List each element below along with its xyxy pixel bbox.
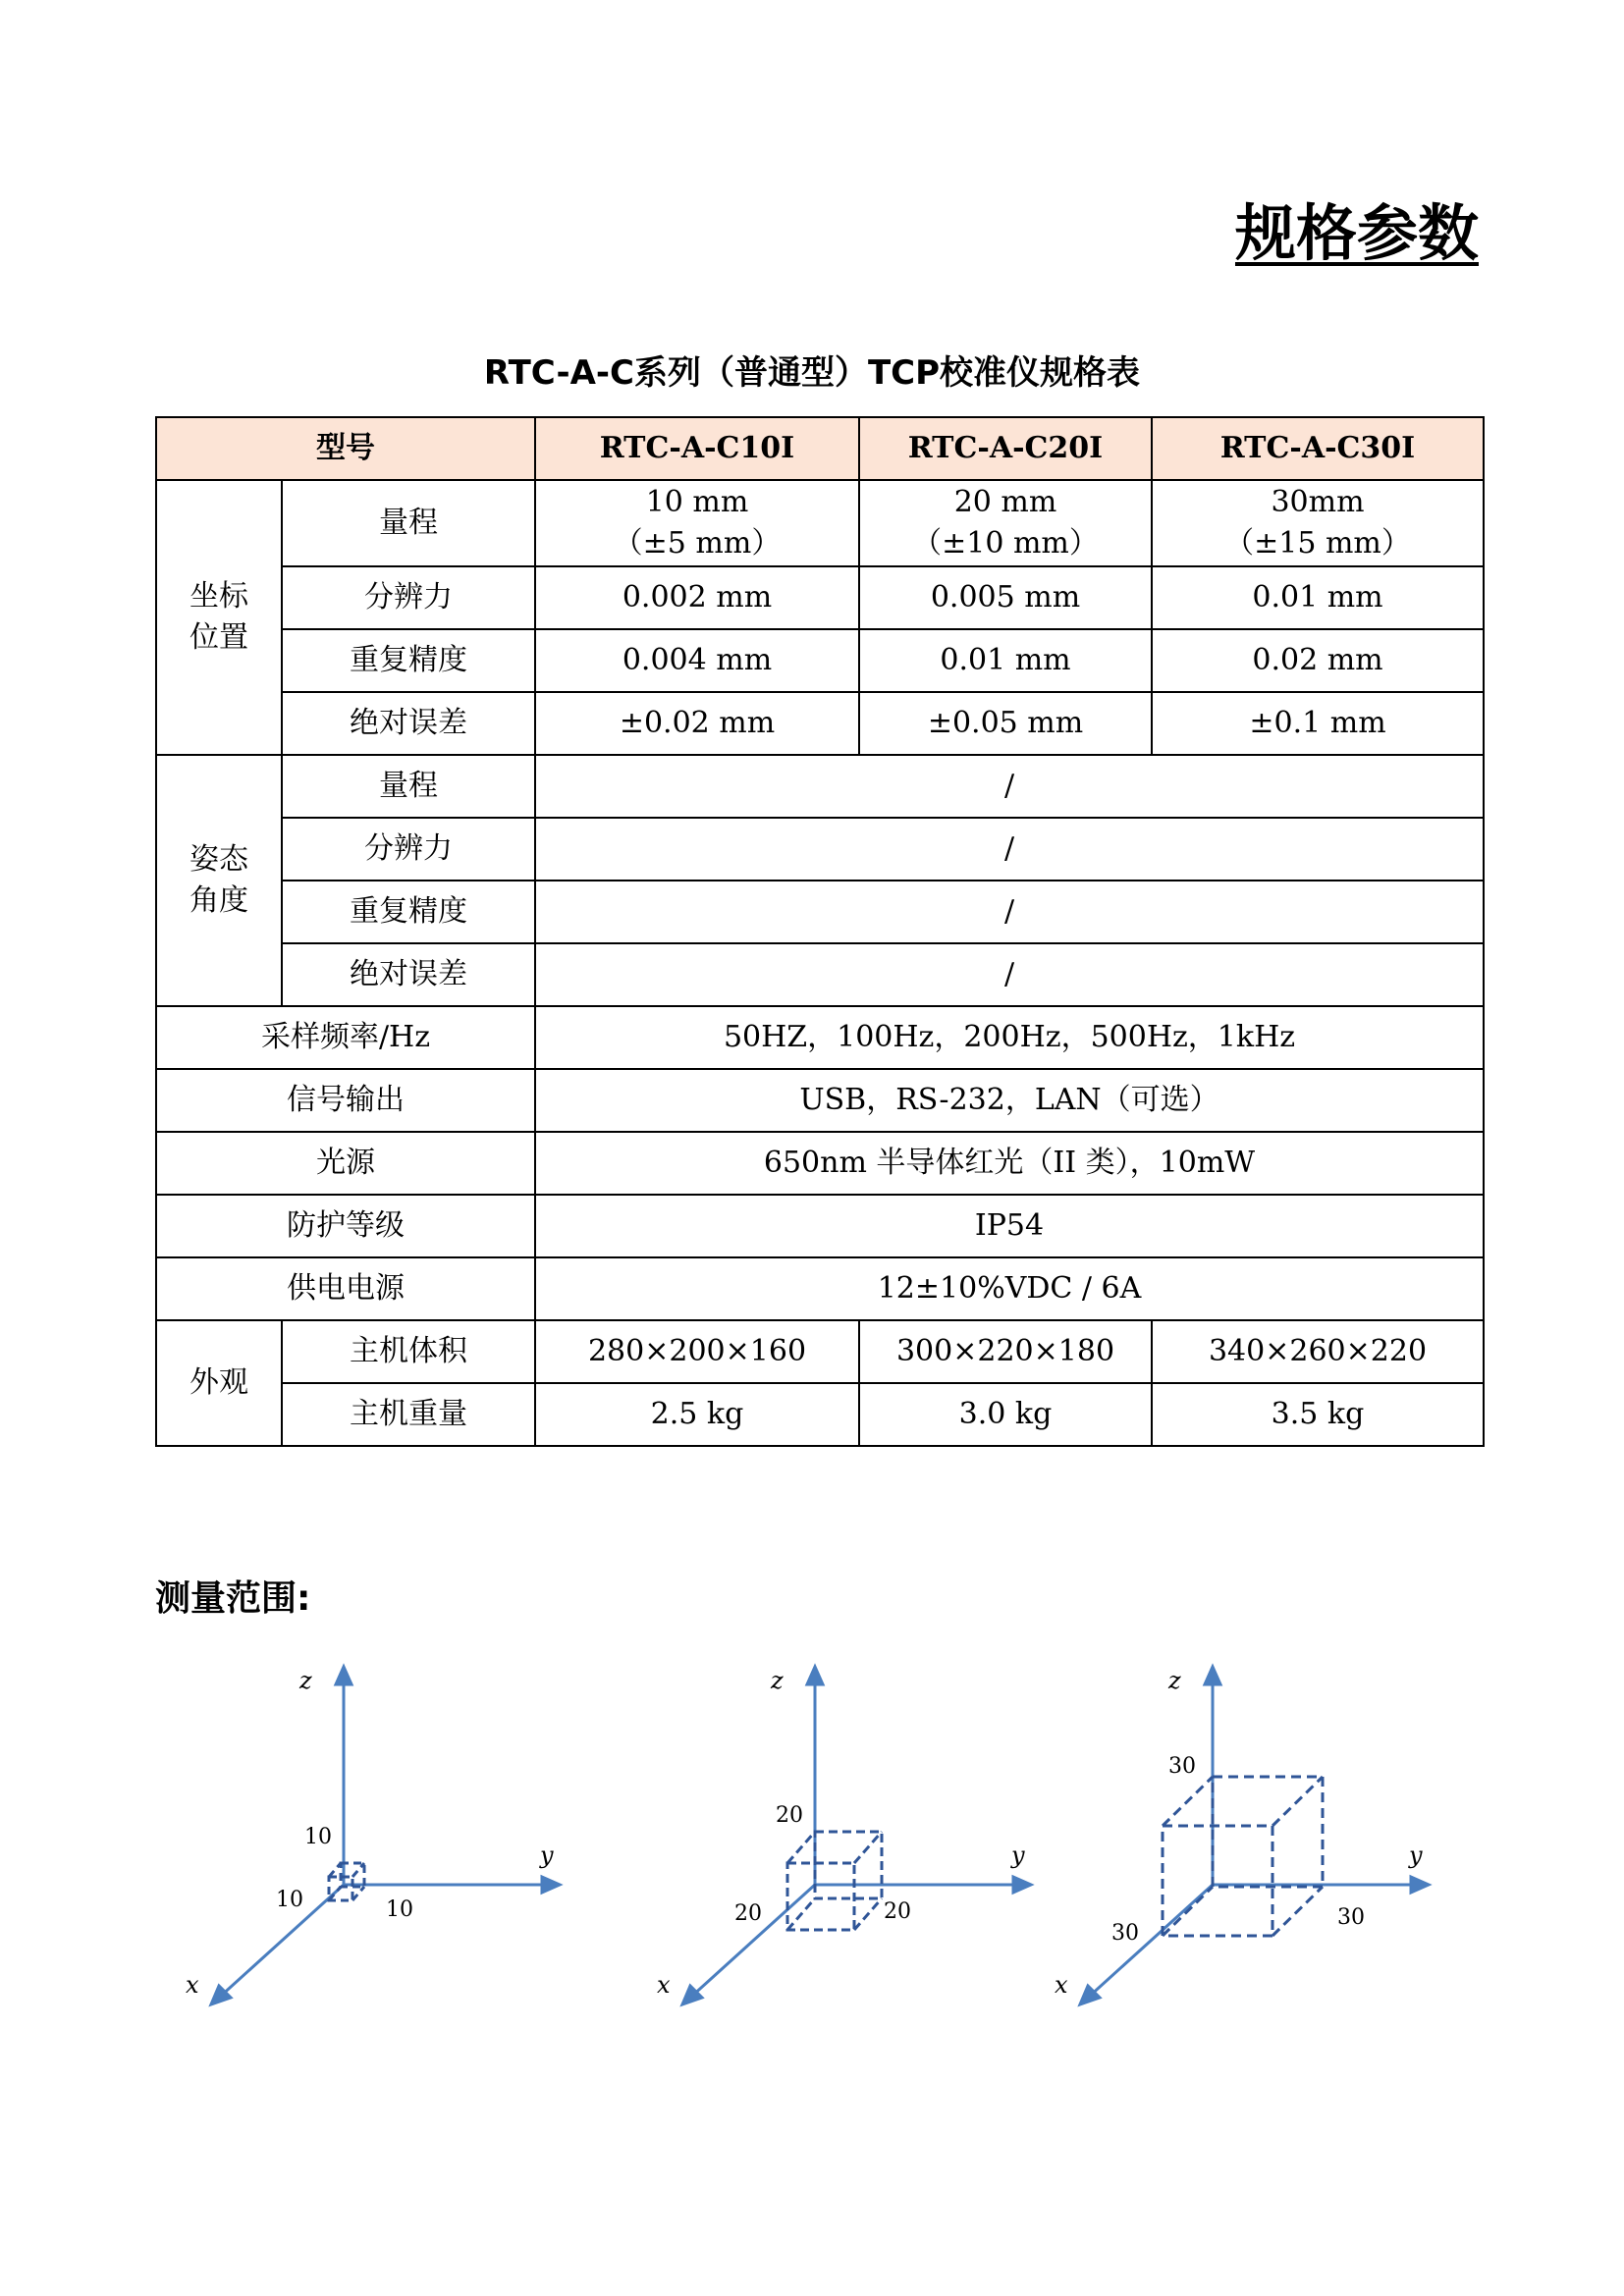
- y-label: y: [540, 1842, 554, 1869]
- z-label: z: [1168, 1667, 1181, 1694]
- range-value: 30mm: [1271, 485, 1365, 519]
- table-cell: /: [535, 818, 1484, 881]
- table-cell: 50HZ，100Hz，200Hz，500Hz，1kHz: [535, 1006, 1484, 1069]
- table-row: [156, 692, 1484, 755]
- z-arrowhead: [807, 1667, 823, 1684]
- dim-x-label: 20: [734, 1901, 762, 1926]
- table-row: [156, 755, 1484, 818]
- table-cell: 3.5 kg: [1152, 1383, 1484, 1446]
- table-cell: [859, 480, 1152, 566]
- table-cell: ±0.1 mm: [1152, 692, 1484, 755]
- range-section-title: 测量范围:: [155, 1578, 311, 1619]
- table-cell: [1152, 480, 1484, 566]
- table-row: [156, 943, 1484, 1006]
- table-cell: 12±10%VDC / 6A: [535, 1257, 1484, 1320]
- model-header-label: 型号: [156, 417, 535, 480]
- table-cell: 0.005 mm: [859, 566, 1152, 629]
- y-arrowhead: [1013, 1877, 1031, 1893]
- dim-x-label: 10: [276, 1888, 303, 1912]
- table-header-row: [156, 417, 1484, 480]
- table-cell: /: [535, 755, 1484, 818]
- row-label: 绝对误差: [282, 943, 535, 1006]
- table-cell: /: [535, 881, 1484, 943]
- row-label: 重复精度: [282, 881, 535, 943]
- row-label: 主机重量: [282, 1383, 535, 1446]
- table-cell: ±0.02 mm: [535, 692, 859, 755]
- table-row: [156, 1006, 1484, 1069]
- z-label: z: [771, 1667, 784, 1694]
- table-cell: /: [535, 943, 1484, 1006]
- range-cube: [329, 1863, 364, 1900]
- row-label: 信号输出: [156, 1069, 535, 1132]
- table-cell: 650nm 半导体红光（II 类），10mW: [535, 1132, 1484, 1195]
- table-row: [156, 1195, 1484, 1257]
- table-cell: 300×220×180: [859, 1320, 1152, 1383]
- table-cell: 0.02 mm: [1152, 629, 1484, 692]
- dim-z-label: 10: [304, 1825, 332, 1849]
- table-cell: 0.01 mm: [1152, 566, 1484, 629]
- dim-z-label: 20: [776, 1803, 803, 1828]
- model-name: RTC-A-C20I: [859, 417, 1152, 480]
- group-label-appearance: 外观: [156, 1320, 282, 1446]
- table-cell: 3.0 kg: [859, 1383, 1152, 1446]
- dim-y-label: 30: [1337, 1905, 1365, 1930]
- dim-x-label: 30: [1111, 1921, 1139, 1946]
- z-arrowhead: [336, 1667, 352, 1684]
- z-label: z: [299, 1667, 312, 1694]
- row-label: 分辨力: [282, 818, 535, 881]
- row-label: 防护等级: [156, 1195, 535, 1257]
- spec-table: [155, 416, 1485, 1447]
- range-diagram-30: [1041, 1659, 1453, 2032]
- row-label: 绝对误差: [282, 692, 535, 755]
- range-diagram-10: [172, 1659, 584, 2032]
- group-label-attitude: 姿态角度: [156, 755, 282, 1006]
- dim-y-label: 20: [884, 1899, 911, 1924]
- table-cell: 2.5 kg: [535, 1383, 859, 1446]
- table-title: RTC-A-C系列（普通型）TCP校准仪规格表: [483, 353, 1141, 393]
- table-row: [156, 480, 1484, 566]
- dim-z-label: 30: [1168, 1754, 1196, 1779]
- page-title: 规格参数: [1234, 197, 1479, 269]
- y-label: y: [1409, 1842, 1423, 1869]
- table-row: [156, 818, 1484, 881]
- table-cell: USB，RS-232，LAN（可选）: [535, 1069, 1484, 1132]
- table-row: [156, 629, 1484, 692]
- model-name: RTC-A-C30I: [1152, 417, 1484, 480]
- x-label: x: [1055, 1971, 1068, 1999]
- table-row: [156, 566, 1484, 629]
- table-row: [156, 1132, 1484, 1195]
- row-label: 分辨力: [282, 566, 535, 629]
- table-cell: 340×260×220: [1152, 1320, 1484, 1383]
- table-row: [156, 881, 1484, 943]
- row-label: 供电电源: [156, 1257, 535, 1320]
- row-label: 主机体积: [282, 1320, 535, 1383]
- row-label: 光源: [156, 1132, 535, 1195]
- table-row: [156, 1069, 1484, 1132]
- table-cell: ±0.05 mm: [859, 692, 1152, 755]
- table-row: [156, 1257, 1484, 1320]
- x-label: x: [186, 1971, 199, 1999]
- y-arrowhead: [1411, 1877, 1429, 1893]
- table-cell: 0.01 mm: [859, 629, 1152, 692]
- table-cell: 0.004 mm: [535, 629, 859, 692]
- table-row: [156, 1383, 1484, 1446]
- range-tolerance: （±15 mm）: [1224, 526, 1411, 561]
- range-value: 20 mm: [953, 485, 1057, 519]
- y-label: y: [1011, 1842, 1025, 1869]
- range-cube: [1163, 1777, 1323, 1936]
- dim-y-label: 10: [386, 1897, 413, 1922]
- row-label: 重复精度: [282, 629, 535, 692]
- x-axis: [1088, 1885, 1213, 1998]
- table-row: [156, 1320, 1484, 1383]
- table-cell: IP54: [535, 1195, 1484, 1257]
- table-cell: 280×200×160: [535, 1320, 859, 1383]
- group-label-position: 坐标位置: [156, 480, 282, 755]
- range-diagram-20: [643, 1659, 1056, 2032]
- z-arrowhead: [1205, 1667, 1220, 1684]
- range-tolerance: （±5 mm）: [613, 526, 782, 561]
- row-label: 量程: [282, 755, 535, 818]
- row-label: 量程: [282, 480, 535, 566]
- row-label: 采样频率/Hz: [156, 1006, 535, 1069]
- range-value: 10 mm: [645, 485, 749, 519]
- y-arrowhead: [542, 1877, 560, 1893]
- range-cube: [787, 1832, 882, 1930]
- x-label: x: [657, 1971, 671, 1999]
- model-name: RTC-A-C10I: [535, 417, 859, 480]
- table-cell: 0.002 mm: [535, 566, 859, 629]
- table-cell: [535, 480, 859, 566]
- range-tolerance: （±10 mm）: [912, 526, 1099, 561]
